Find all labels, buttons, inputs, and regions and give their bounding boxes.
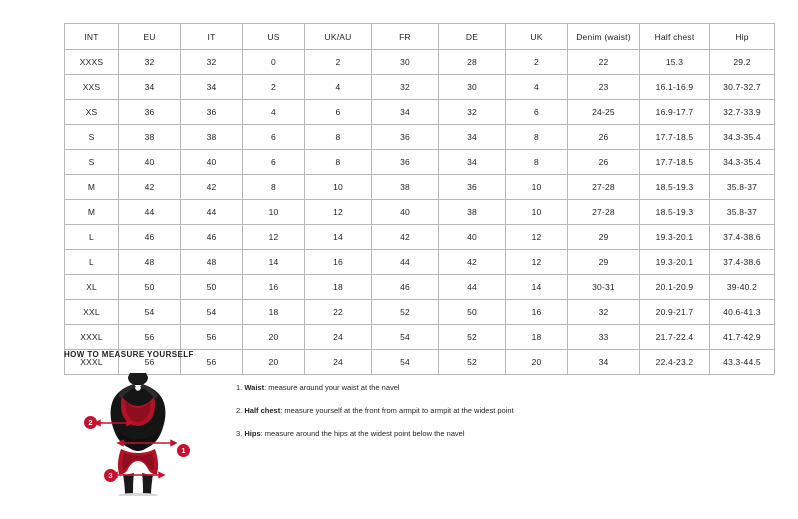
cell: 33 (568, 325, 640, 350)
cell: 36 (372, 125, 439, 150)
table-row (65, 325, 775, 350)
column-header-int: INT (65, 24, 119, 50)
cell: 44 (372, 250, 439, 275)
cell: 20 (506, 350, 568, 375)
cell: XXL (65, 300, 119, 325)
note-number: 2. (236, 406, 243, 415)
note-number: 1. (236, 383, 243, 392)
cell: 40 (181, 150, 243, 175)
cell: 8 (506, 150, 568, 175)
measure-note-half-chest (236, 406, 514, 415)
column-header-denim-waist: Denim (waist) (568, 24, 640, 50)
cell: 30 (372, 50, 439, 75)
cell: 34 (119, 75, 181, 100)
cell: 29.2 (710, 50, 775, 75)
note-text: : measure around the hips at the widest point below the navel (260, 429, 465, 438)
cell: 48 (181, 250, 243, 275)
cell: 15.3 (640, 50, 710, 75)
cell: 50 (439, 300, 506, 325)
note-term: Hips (244, 429, 261, 438)
cell: 10 (506, 200, 568, 225)
cell: XXXL (65, 350, 119, 375)
note-text: : measure around your waist at the navel (264, 383, 400, 392)
cell: 19.3-20.1 (640, 250, 710, 275)
cell: 32 (439, 100, 506, 125)
cell: 27-28 (568, 175, 640, 200)
cell: 32.7-33.9 (710, 100, 775, 125)
cell: 12 (243, 225, 305, 250)
cell: 36 (119, 100, 181, 125)
cell: 36 (181, 100, 243, 125)
cell: 35.8-37 (710, 200, 775, 225)
marker-waist: 1 (177, 444, 190, 457)
marker-half-chest: 2 (84, 416, 97, 429)
table-row (65, 75, 775, 100)
cell: 19.3-20.1 (640, 225, 710, 250)
how-to-measure-title: HOW TO MEASURE YOURSELF (64, 350, 194, 359)
cell: 42 (181, 175, 243, 200)
cell: 6 (506, 100, 568, 125)
table-row (65, 175, 775, 200)
cell: 54 (119, 300, 181, 325)
cell: 26 (568, 125, 640, 150)
cell: 18 (305, 275, 372, 300)
cell: 54 (372, 325, 439, 350)
cell: L (65, 225, 119, 250)
cell: 24 (305, 350, 372, 375)
cell: 6 (243, 150, 305, 175)
cell: L (65, 250, 119, 275)
table-row (65, 150, 775, 175)
cell: 44 (439, 275, 506, 300)
table-row (65, 100, 775, 125)
column-header-us: US (243, 24, 305, 50)
cell: 22 (305, 300, 372, 325)
cell: 29 (568, 250, 640, 275)
cell: 2 (506, 50, 568, 75)
cell: 14 (243, 250, 305, 275)
cell: 34.3-35.4 (710, 125, 775, 150)
cell: XL (65, 275, 119, 300)
cell: 22 (568, 50, 640, 75)
cell: 18 (506, 325, 568, 350)
cell: 8 (305, 125, 372, 150)
cell: 37.4-38.6 (710, 225, 775, 250)
mannequin-illustration (84, 371, 204, 496)
cell: 40.6-41.3 (710, 300, 775, 325)
cell: 28 (439, 50, 506, 75)
cell: 40 (372, 200, 439, 225)
cell: 32 (568, 300, 640, 325)
cell: 44 (181, 200, 243, 225)
cell: 44 (119, 200, 181, 225)
cell: 4 (506, 75, 568, 100)
cell: 14 (506, 275, 568, 300)
cell: 6 (243, 125, 305, 150)
cell: 50 (119, 275, 181, 300)
column-header-uk-au: UK/AU (305, 24, 372, 50)
cell: 21.7-22.4 (640, 325, 710, 350)
cell: 54 (372, 350, 439, 375)
note-number: 3. (236, 429, 243, 438)
cell: 8 (506, 125, 568, 150)
cell: 20 (243, 350, 305, 375)
cell: XS (65, 100, 119, 125)
cell: 40 (119, 150, 181, 175)
cell: 56 (119, 325, 181, 350)
cell: 52 (439, 350, 506, 375)
cell: 46 (119, 225, 181, 250)
table-row (65, 275, 775, 300)
cell: XXXS (65, 50, 119, 75)
cell: 12 (506, 250, 568, 275)
cell: 40 (439, 225, 506, 250)
cell: 14 (305, 225, 372, 250)
cell: 32 (119, 50, 181, 75)
column-header-hip: Hip (710, 24, 775, 50)
cell: 50 (181, 275, 243, 300)
cell: 38 (439, 200, 506, 225)
table-row (65, 50, 775, 75)
cell: 16 (305, 250, 372, 275)
cell: M (65, 175, 119, 200)
cell: 26 (568, 150, 640, 175)
cell: 38 (181, 125, 243, 150)
cell: 48 (119, 250, 181, 275)
cell: 20.9-21.7 (640, 300, 710, 325)
cell: 23 (568, 75, 640, 100)
cell: 18.5-19.3 (640, 200, 710, 225)
cell: 52 (372, 300, 439, 325)
cell: 46 (181, 225, 243, 250)
cell: 2 (305, 50, 372, 75)
cell: 12 (506, 225, 568, 250)
cell: 16 (243, 275, 305, 300)
cell: 10 (243, 200, 305, 225)
how-to-measure-section (64, 350, 744, 496)
cell: 12 (305, 200, 372, 225)
cell: 16.1-16.9 (640, 75, 710, 100)
cell: 22.4-23.2 (640, 350, 710, 375)
table-header-row (65, 24, 775, 50)
cell: 32 (181, 50, 243, 75)
cell: 34 (439, 150, 506, 175)
cell: 18.5-19.3 (640, 175, 710, 200)
cell: 46 (372, 275, 439, 300)
cell: 4 (305, 75, 372, 100)
cell: 10 (305, 175, 372, 200)
cell: 38 (372, 175, 439, 200)
table-row (65, 125, 775, 150)
cell: XXXL (65, 325, 119, 350)
cell: 20 (243, 325, 305, 350)
cell: 56 (181, 325, 243, 350)
cell: 32 (372, 75, 439, 100)
marker-hips: 3 (104, 469, 117, 482)
size-table-container (64, 23, 761, 375)
column-header-eu: EU (119, 24, 181, 50)
column-header-uk: UK (506, 24, 568, 50)
cell: 24 (305, 325, 372, 350)
cell: M (65, 200, 119, 225)
cell: 35.8-37 (710, 175, 775, 200)
cell: 18 (243, 300, 305, 325)
cell: 0 (243, 50, 305, 75)
cell: 16.9-17.7 (640, 100, 710, 125)
cell: 34 (181, 75, 243, 100)
column-header-fr: FR (372, 24, 439, 50)
mannequin-figure (84, 371, 204, 496)
column-header-it: IT (181, 24, 243, 50)
note-term: Half chest (244, 406, 281, 415)
cell: 36 (439, 175, 506, 200)
cell: 56 (119, 350, 181, 375)
cell: 27-28 (568, 200, 640, 225)
cell: 30.7-32.7 (710, 75, 775, 100)
cell: 34 (372, 100, 439, 125)
cell: 6 (305, 100, 372, 125)
measure-note-hips (236, 429, 514, 438)
column-header-de: DE (439, 24, 506, 50)
column-header-half-chest: Half chest (640, 24, 710, 50)
cell: 20.1-20.9 (640, 275, 710, 300)
how-to-measure-body (64, 371, 744, 496)
cell: XXS (65, 75, 119, 100)
cell: 37.4-38.6 (710, 250, 775, 275)
cell: 38 (119, 125, 181, 150)
cell: 17.7-18.5 (640, 150, 710, 175)
cell: 43.3-44.5 (710, 350, 775, 375)
cell: 34 (568, 350, 640, 375)
cell: 52 (439, 325, 506, 350)
cell: 4 (243, 100, 305, 125)
cell: 30 (439, 75, 506, 100)
size-table (64, 23, 775, 375)
cell: S (65, 150, 119, 175)
cell: 41.7-42.9 (710, 325, 775, 350)
cell: 34 (439, 125, 506, 150)
cell: 42 (439, 250, 506, 275)
cell: 17.7-18.5 (640, 125, 710, 150)
cell: 56 (181, 350, 243, 375)
cell: 34.3-35.4 (710, 150, 775, 175)
table-row (65, 250, 775, 275)
table-row (65, 300, 775, 325)
measure-notes (236, 371, 514, 452)
cell: 42 (119, 175, 181, 200)
cell: 2 (243, 75, 305, 100)
measure-note-waist (236, 383, 514, 392)
cell: 30-31 (568, 275, 640, 300)
cell: 54 (181, 300, 243, 325)
note-text: : measure yourself at the front from armpit to armpit at the widest point (280, 406, 514, 415)
cell: 39-40.2 (710, 275, 775, 300)
table-row (65, 225, 775, 250)
cell: 10 (506, 175, 568, 200)
cell: 42 (372, 225, 439, 250)
cell: 8 (305, 150, 372, 175)
note-term: Waist (244, 383, 265, 392)
cell: S (65, 125, 119, 150)
cell: 8 (243, 175, 305, 200)
table-row (65, 200, 775, 225)
cell: 36 (372, 150, 439, 175)
cell: 24-25 (568, 100, 640, 125)
cell: 16 (506, 300, 568, 325)
cell: 29 (568, 225, 640, 250)
